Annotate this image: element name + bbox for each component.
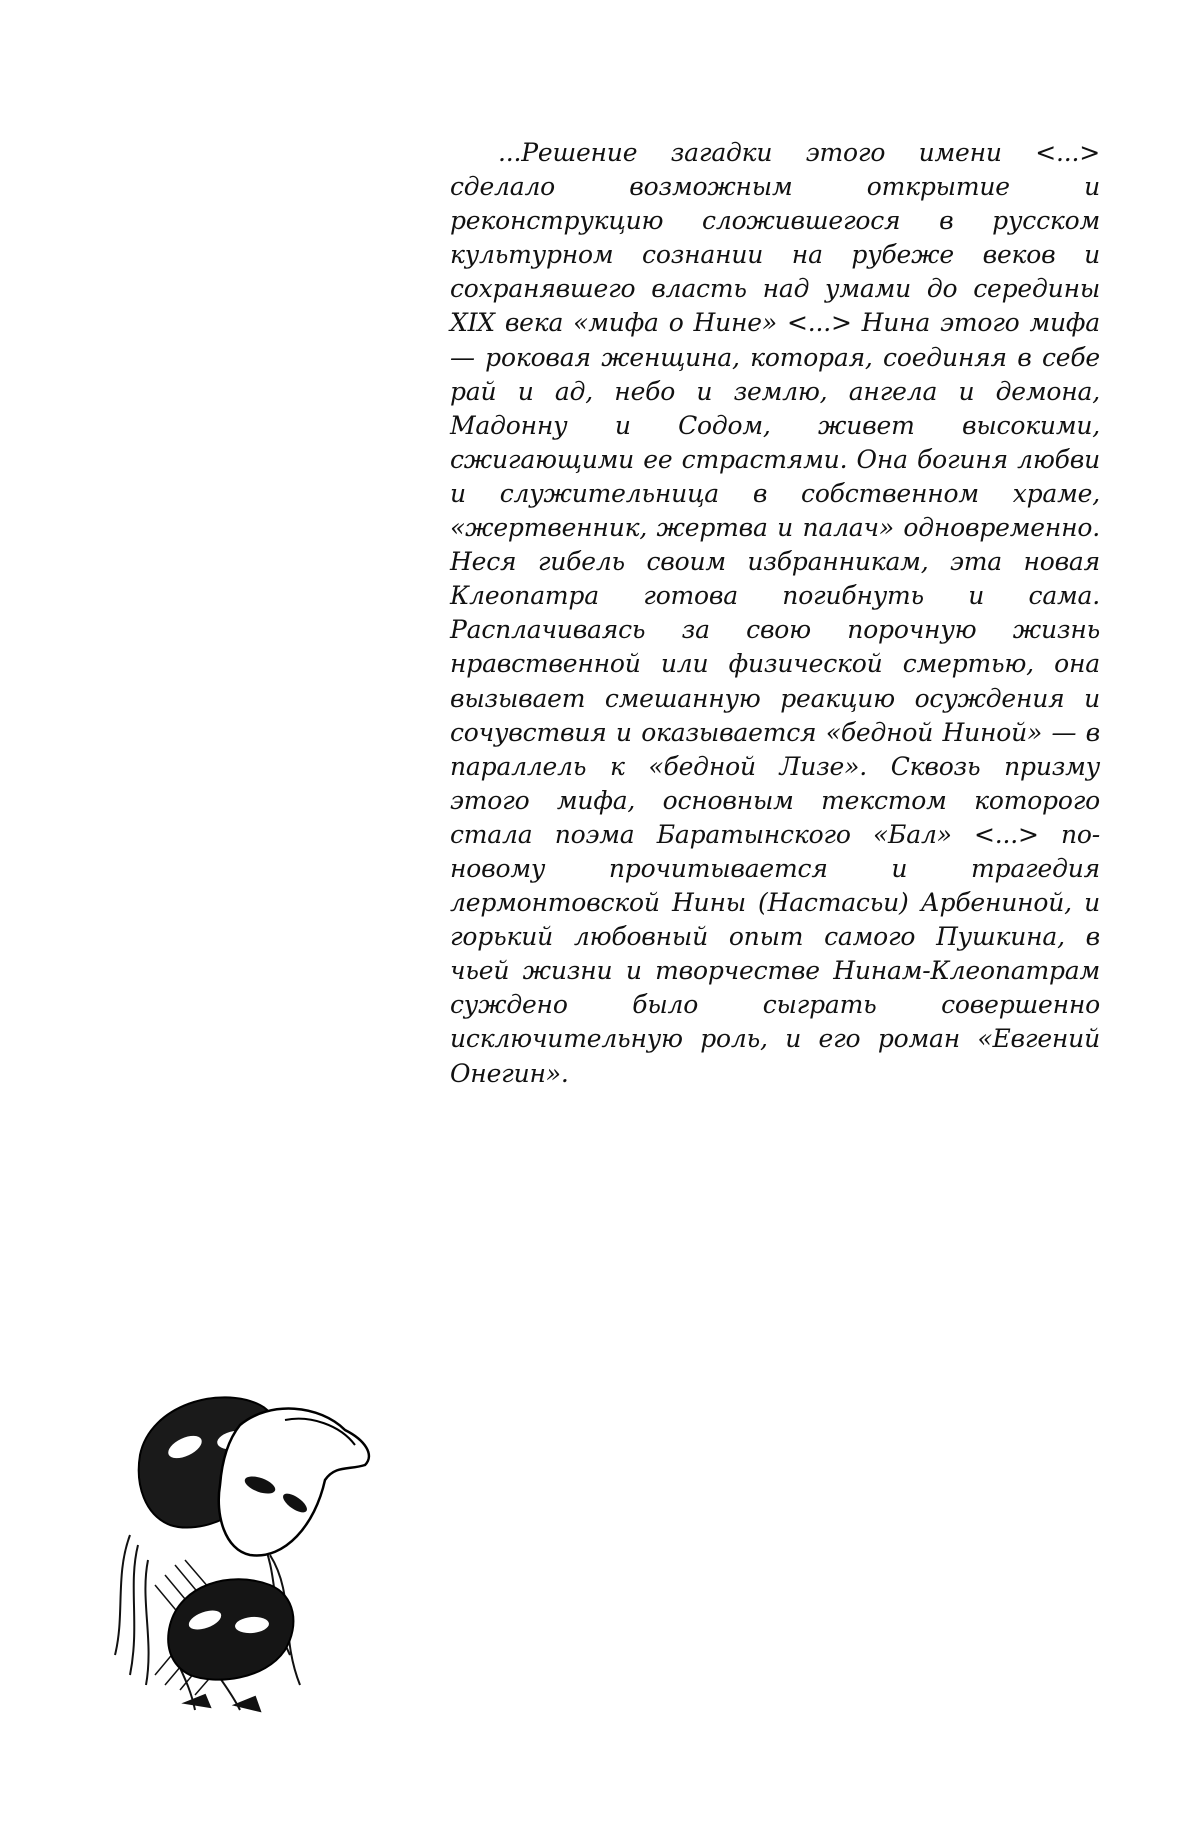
epigraph-text: ...Решение загадки этого имени <...> сделало возможным открытие и реконструкцию сложившегося в русском культурном сознании на рубеже веков и сохранявшего власть над умами до середины XIX века «мифа о Нине» <...> Нина этого мифа — роковая женщина, которая, соединяя в себе рай и ад, небо и землю, ангела и демона, Мадонну и Содом, живет высокими, сжигающими ее страстями. Она богиня любви и служительница в собственном храме, «жертвенник, жертва и палач» одновременно. Неся гибель своим избранникам, эта новая Клеопатра готова погибнуть и сама. Расплачиваясь за свою порочную жизнь нравственной или физической смертью, она вызывает смешанную реакцию осуждения и сочувствия и оказывается «бедной Ниной» — в параллель к «бедной Лизе». Сквозь призму этого мифа, основным текстом которого стала поэма Баратынского «Бал» <...> по-новому прочитывается и трагедия лермонтовской Нины (Настасьи) Арбениной, и горький любовный опыт самого Пушкина, в чьей жизни и творчестве Нинам-Клеопатрам суждено было сыграть совершенно исключительную роль, и его роман «Евгений Онегин». <box>450 138 1100 1088</box>
carnival-masks-icon <box>110 1385 380 1715</box>
